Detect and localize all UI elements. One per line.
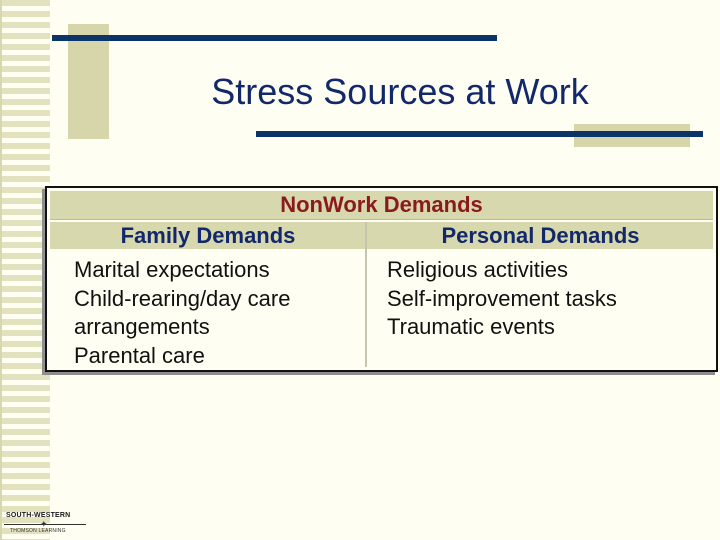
decor-tan-block-top <box>68 24 109 139</box>
striped-side-rail <box>0 0 50 540</box>
family-demands-list <box>74 256 354 370</box>
list-item: Parental care <box>74 342 205 368</box>
demands-table <box>45 186 718 372</box>
table-header: NonWork Demands <box>50 191 713 220</box>
column-heading-family: Family Demands <box>120 223 296 248</box>
logo-wordmark-top: SOUTH-WESTERN <box>6 512 71 519</box>
table-subheader-row <box>50 222 713 249</box>
list-item: Child-rearing/day care <box>74 285 291 311</box>
slide-title: Stress Sources at Work <box>211 71 589 112</box>
list-item: Marital expectations <box>74 257 270 282</box>
column-divider <box>365 222 367 367</box>
star-icon: ✦ <box>40 519 48 529</box>
list-item: Self-improvement tasks <box>387 285 617 311</box>
publisher-logo <box>4 510 84 536</box>
decor-navy-line-top <box>52 35 497 41</box>
list-item: Religious activities <box>387 257 568 282</box>
decor-navy-line-bottom <box>256 131 703 137</box>
personal-demands-list <box>387 256 707 342</box>
logo-wordmark-bottom: THOMSON LEARNING <box>10 528 66 534</box>
rail-edge <box>0 0 2 540</box>
column-heading-personal: Personal Demands <box>441 223 640 248</box>
list-item: arrangements <box>74 314 210 339</box>
list-item: Traumatic events <box>387 314 555 339</box>
